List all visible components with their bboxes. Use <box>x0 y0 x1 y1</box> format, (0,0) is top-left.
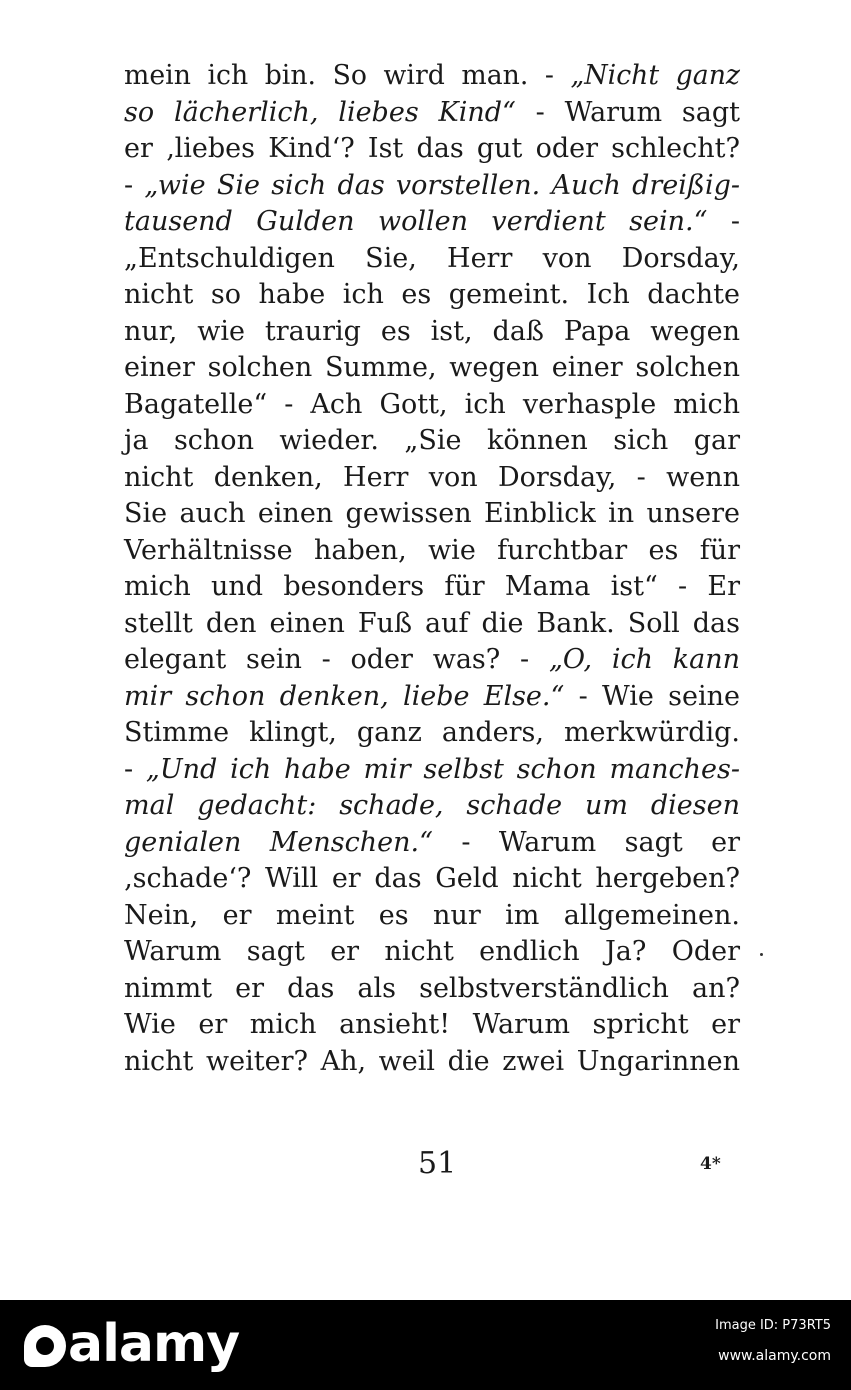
alamy-logo-text: alamy <box>68 1314 240 1374</box>
text-line <box>124 1007 740 1044</box>
text-line <box>124 679 740 716</box>
text-line <box>124 642 740 679</box>
italic-speech-segment: „Nicht ganz <box>570 60 740 91</box>
text-segment: - <box>124 169 145 201</box>
text-line <box>124 934 740 971</box>
text-line <box>124 387 740 424</box>
text-segment: Sie auch einen gewissen Einblick in unsere <box>124 498 740 529</box>
text-segment: mein ich bin. So wird man. - <box>124 60 571 91</box>
page-footer <box>0 1146 851 1190</box>
text-segment: nicht so habe ich es gemeint. Ich dachte <box>124 279 740 310</box>
italic-speech-segment: mir schon denken, liebe Else.“ <box>124 680 565 712</box>
text-segment: nur, wie traurig es ist, daß Papa wegen <box>124 315 740 347</box>
text-segment: nicht denken, Herr von Dorsday, - wenn <box>124 461 740 493</box>
text-line <box>124 569 740 606</box>
text-line <box>124 1044 740 1081</box>
italic-speech-segment: tausend Gulden wollen verdient sein.“ <box>124 206 708 237</box>
text-segment: Stimme klingt, ganz anders, merkwürdig. <box>124 717 740 748</box>
text-line <box>124 350 740 387</box>
text-segment: Nein, er meint es nur im allgemeinen. <box>124 899 740 931</box>
text-line <box>124 715 740 752</box>
text-segment: - <box>124 753 146 785</box>
body-text <box>124 58 740 1080</box>
watermark-bar <box>0 1300 851 1390</box>
text-segment: Warum sagt er nicht endlich Ja? Oder <box>124 936 740 967</box>
text-line <box>124 460 740 497</box>
italic-speech-segment: genialen Menschen.“ <box>124 826 433 858</box>
text-line <box>124 825 740 862</box>
text-line <box>124 861 740 898</box>
text-line <box>124 58 740 95</box>
page-number: 51 <box>418 1146 457 1181</box>
text-segment: - <box>707 206 740 237</box>
text-line <box>124 423 740 460</box>
italic-speech-segment: mal gedacht: schade, schade um diesen <box>124 790 740 821</box>
signature-mark: 4* <box>700 1154 721 1174</box>
text-segment: - Warum sagt er <box>432 826 740 858</box>
text-segment: - Wie seine <box>564 680 740 712</box>
text-segment: er ‚liebes Kind‘? Ist das gut oder schlecht? <box>124 133 740 164</box>
text-line <box>124 752 740 789</box>
italic-speech-segment: „wie Sie sich das vorstellen. Auch dreißig- <box>144 169 740 201</box>
scan-speck <box>760 953 763 956</box>
alamy-logo <box>24 1316 239 1372</box>
text-line <box>124 496 740 533</box>
text-line <box>124 131 740 168</box>
text-line <box>124 606 740 643</box>
text-segment: mich und besonders für Mama ist“ - Er <box>124 571 740 602</box>
text-segment: nimmt er das als selbstverständlich an? <box>124 972 740 1004</box>
text-segment: einer solchen Summe, wegen einer solchen <box>124 352 740 383</box>
text-line <box>124 898 740 935</box>
italic-speech-segment: „Und ich habe mir selbst schon manches- <box>145 753 740 785</box>
watermark-image-id: Image ID: P73RT5 <box>715 1318 831 1333</box>
text-segment: - Warum sagt <box>515 96 740 128</box>
text-segment: „Entschuldigen Sie, Herr von Dorsday, <box>124 242 740 274</box>
text-line <box>124 533 740 570</box>
italic-speech-segment: so lächerlich, liebes Kind“ <box>124 96 516 128</box>
text-line <box>124 277 740 314</box>
text-segment: ‚schade‘? Will er das Geld nicht hergeben? <box>124 863 740 894</box>
text-line <box>124 971 740 1008</box>
watermark-url: www.alamy.com <box>718 1348 831 1364</box>
text-segment: stellt den einen Fuß auf die Bank. Soll das <box>124 607 740 639</box>
text-segment: ja schon wieder. „Sie können sich gar <box>124 425 740 456</box>
text-segment: Wie er mich ansieht! Warum spricht er <box>124 1009 740 1040</box>
text-line <box>124 168 740 205</box>
text-line <box>124 204 740 241</box>
text-line <box>124 241 740 278</box>
text-segment: Verhältnisse haben, wie furchtbar es für <box>124 534 740 566</box>
italic-speech-segment: „O, ich kann <box>548 644 740 675</box>
text-line <box>124 788 740 825</box>
alamy-logo-mark-icon <box>24 1325 66 1367</box>
text-segment: elegant sein - oder was? - <box>124 644 549 675</box>
text-line <box>124 314 740 351</box>
text-segment: Bagatelle“ - Ach Gott, ich verhasple mich <box>124 388 740 420</box>
text-line <box>124 95 740 132</box>
text-segment: nicht weiter? Ah, weil die zwei Ungarinnen <box>124 1045 740 1077</box>
